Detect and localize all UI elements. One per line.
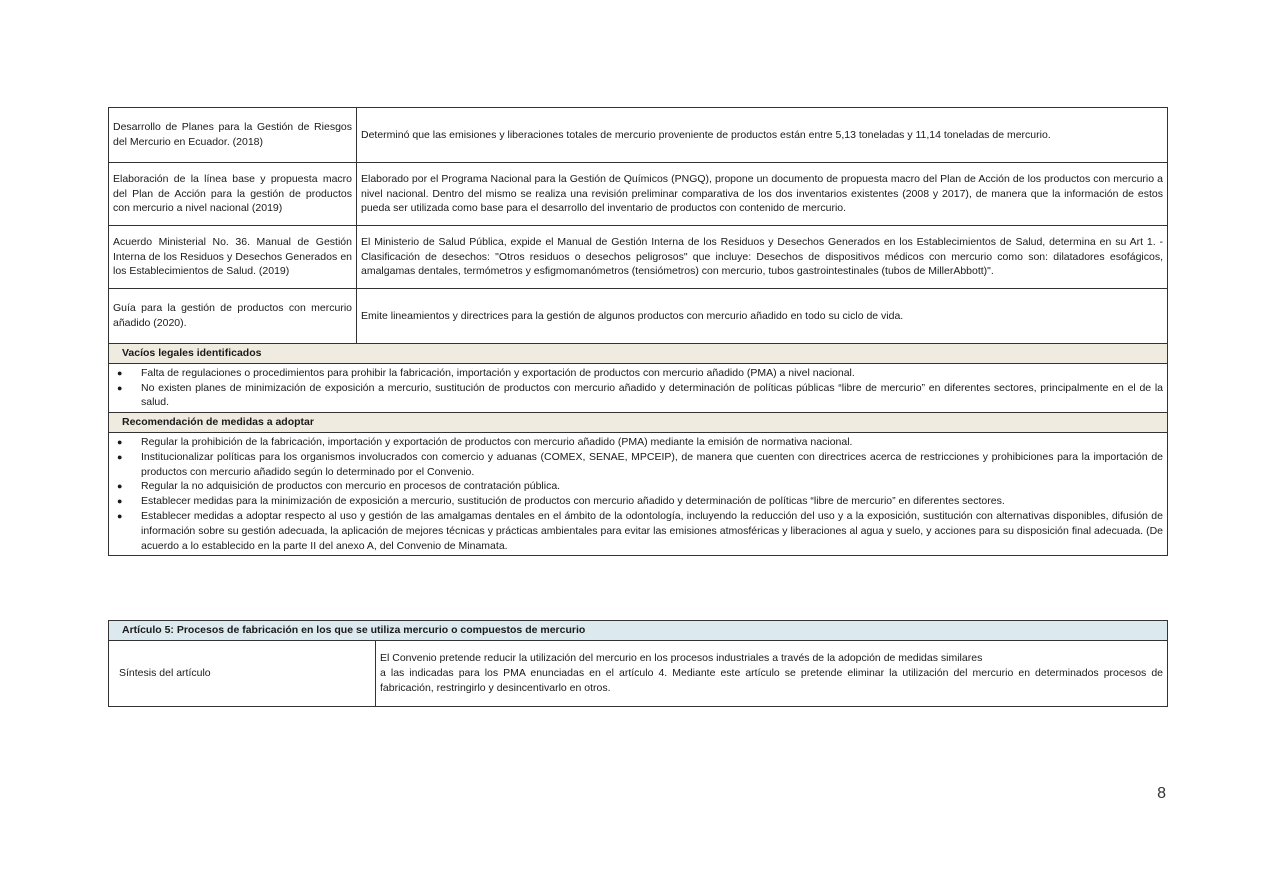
list-item: ● Establecer medidas para la minimización de exposición a mercurio, sustitución de productos con mercurio añadido y determinación de políticas “libre de mercurio” en diferentes sectores. [113, 494, 1163, 509]
list-item: ● Regular la prohibición de la fabricación, importación y exportación de productos con mercurio añadido (PMA) mediante la emisión de normativa nacional. [113, 435, 1163, 450]
page-number: 8 [1157, 785, 1166, 802]
description-cell: Determinó que las emisiones y liberaciones totales de mercurio proveniente de productos están entre 5,13 toneladas y 11,14 toneladas de mercurio. [357, 108, 1168, 163]
instrument-cell: Guía para la gestión de productos con mercurio añadido (2020). [109, 289, 357, 344]
table-row [109, 226, 1168, 289]
synthesis-line-1: El Convenio pretende reducir la utilización del mercurio en los procesos industriales a través de la adopción de medidas similares [380, 652, 983, 665]
gaps-row [109, 363, 1168, 412]
synthesis-line-rest: a las indicadas para los PMA enunciadas en el artículo 4. Mediante este artículo se pretende eliminar la utilización del mercurio en determinados procesos de fabricación, restringirlo y desincentivarlo en otros. [380, 667, 1164, 694]
list-item: ● Establecer medidas a adoptar respecto al uso y gestión de las amalgamas dentales en el ámbito de la odontología, incluyendo la reducción del uso y a la exposición, sustitución con alternativas disponibles, difusión de información sobre su gestión adecuada, la aplicación de mejores técnicas y prácticas ambientales para evitar las emisiones atmosféricas y liberaciones al agua y suelo, y acciones para su disposición final adecuada. (De acuerdo a lo establecido en la parte II del anexo A, del Convenio de Minamata. [113, 509, 1163, 553]
list-item: ● Institucionalizar políticas para los organismos involucrados con comercio y aduanas (COMEX, SENAE, MPCEIP), de manera que cuenten con directrices acerca de restricciones y prohibiciones para la importación de productos con mercurio añadido según lo determinado por el Convenio. [113, 450, 1163, 480]
synthesis-label: Síntesis del artículo [109, 641, 376, 707]
description-cell: El Ministerio de Salud Pública, expide el Manual de Gestión Interna de los Residuos y Desechos Generados en los Establecimientos de Salud, determina en su Art 1. - Clasificación de desechos: "Otros residuos o desechos peligrosos" que incluye: Desechos de dispositivos médicos con mercurio como son: dilatadores esofágicos, amalgamas dentales, termómetros y esfigmomanómetros (tensiómetros) con mercurio, tubos gastrointestinales (tubos de MillerAbbott)". [357, 226, 1168, 289]
gaps-list [113, 366, 1163, 410]
table-row [109, 108, 1168, 163]
article-header: Artículo 5: Procesos de fabricación en los que se utiliza mercurio o compuestos de mercurio [109, 621, 1168, 641]
gaps-cell [109, 363, 1168, 412]
gaps-header: Vacíos legales identificados [109, 344, 1168, 364]
description-cell: Elaborado por el Programa Nacional para la Gestión de Químicos (PNGQ), propone un documento de propuesta macro del Plan de Acción de los productos con mercurio a nivel nacional. Dentro del mismo se realiza una revisión preliminar comparativa de los dos inventarios existentes (2008 y 2017), de manera que la información de estos pueda ser utilizada como base para el desarrollo del inventario de productos con contenido de mercurio. [357, 163, 1168, 226]
table-row [109, 289, 1168, 344]
instrument-cell: Desarrollo de Planes para la Gestión de Riesgos del Mercurio en Ecuador. (2018) [109, 108, 357, 163]
section-header-row [109, 413, 1168, 433]
measures-header: Recomendación de medidas a adoptar [109, 413, 1168, 433]
article-5-table [108, 620, 1168, 707]
table-row [109, 163, 1168, 226]
legal-framework-table [108, 107, 1168, 556]
section-header-row [109, 344, 1168, 364]
measures-cell [109, 432, 1168, 555]
list-item: ● No existen planes de minimización de exposición a mercurio, sustitución de productos con mercurio añadido y determinación de políticas públicas “libre de mercurio” en diferentes sectores, principalmente en el de la salud. [113, 381, 1163, 411]
synthesis-text [376, 641, 1168, 707]
list-item: ● Falta de regulaciones o procedimientos para prohibir la fabricación, importación y exportación de productos con mercurio añadido (PMA) a nivel nacional. [113, 366, 1163, 381]
list-item: ● Regular la no adquisición de productos con mercurio en procesos de contratación pública. [113, 479, 1163, 494]
section-header-row [109, 621, 1168, 641]
table-row [109, 641, 1168, 707]
instrument-cell: Acuerdo Ministerial No. 36. Manual de Gestión Interna de los Residuos y Desechos Generados en los Establecimientos de Salud. (2019) [109, 226, 357, 289]
instrument-cell: Elaboración de la línea base y propuesta macro del Plan de Acción para la gestión de productos con mercurio a nivel nacional (2019) [109, 163, 357, 226]
measures-row [109, 432, 1168, 555]
description-cell: Emite lineamientos y directrices para la gestión de algunos productos con mercurio añadido en todo su ciclo de vida. [357, 289, 1168, 344]
measures-list [113, 435, 1163, 553]
